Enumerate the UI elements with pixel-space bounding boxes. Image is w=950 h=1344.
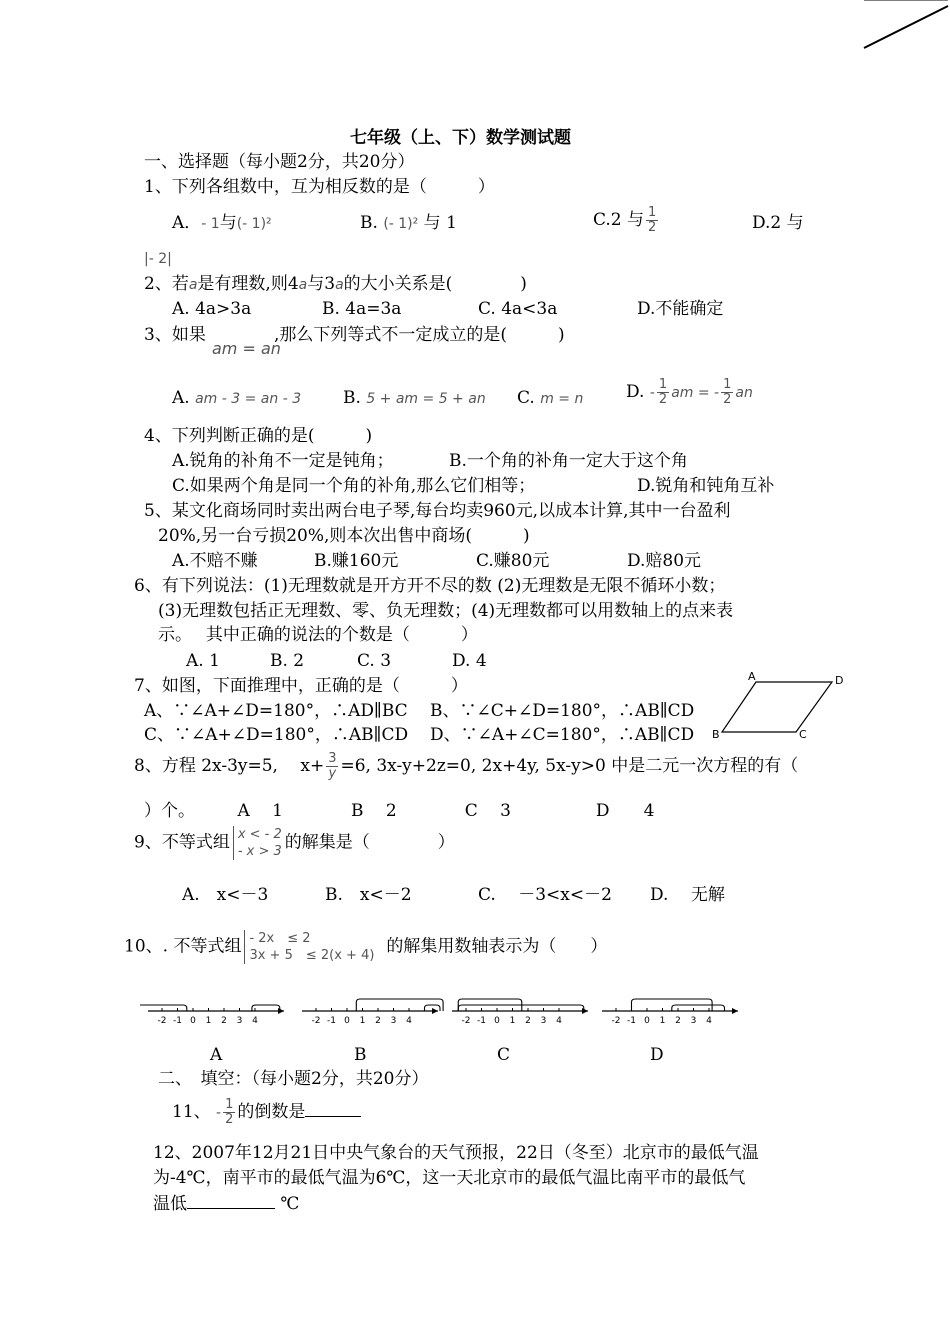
number-line-tick-label: 3 — [236, 1016, 243, 1026]
q12-stem-line3: 温低 ℃ — [153, 1194, 300, 1214]
q3-stem-rest: ,那么下列等式不一定成立的是( ) — [274, 325, 565, 345]
q6-stem-line3: 示。 其中正确的说法的个数是（ ） — [158, 625, 478, 645]
q10-option-c[interactable]: C — [497, 1045, 511, 1065]
q12-stem-line1: 12、2007年12月21日中央气象台的天气预报，22日（冬至）北京市的最低气温 — [153, 1143, 759, 1163]
number-line-tick-label: 1 — [659, 1016, 666, 1026]
q9-system-brace: x < - 2 - x > 3 — [233, 826, 282, 860]
q2-option-b[interactable]: B. 4a=3a — [322, 299, 402, 319]
number-line-arrow — [432, 1008, 438, 1014]
number-line-tick-label: 4 — [556, 1016, 562, 1026]
section-2-heading: 二、 填空：（每小题2分，共20分） — [158, 1069, 429, 1089]
q5-option-b[interactable]: B.赚160元 — [314, 551, 399, 571]
number-line-tick-label: -1 — [477, 1016, 486, 1026]
number-line-tick-label: -1 — [327, 1016, 336, 1026]
q1-wrap-math: |- 2| — [144, 251, 172, 267]
number-line-tick-label: 3 — [540, 1016, 547, 1026]
q1-c-text: C.2 与 — [593, 210, 645, 230]
q9-option-d[interactable]: D. 无解 — [650, 885, 725, 905]
number-line-tick-label: 1 — [359, 1016, 366, 1026]
number-line-tick-label: 2 — [375, 1016, 381, 1026]
q7-fig-label-a: A — [748, 670, 756, 683]
q11-answer-blank[interactable] — [305, 1100, 361, 1117]
q6-option-a[interactable]: A. 1 — [186, 651, 220, 671]
q1-option-a[interactable] — [172, 212, 272, 235]
q7-option-b[interactable]: B、∵∠C+∠D=180°，∴AB∥CD — [430, 701, 695, 721]
q12-answer-blank[interactable] — [187, 1192, 275, 1209]
q1-c-fraction: $\frac{1}{2}$ — [648, 205, 657, 235]
q1-b-text: 与 1 — [423, 213, 457, 233]
q7-stem: 7、如图，下面推理中，正确的是（ ） — [134, 676, 468, 696]
q4-option-c[interactable]: C.如果两个角是同一个角的补角,那么它们相等； — [172, 476, 536, 496]
number-line-solution-arc — [252, 1005, 280, 1011]
q2-stem: 2、若a是有理数,则4a与3a的大小关系是( ) — [144, 274, 527, 294]
q10-option-b[interactable]: B — [354, 1045, 367, 1065]
q12-stem-line2: 为-4℃，南平市的最低气温为6℃，这一天北京市的最低气温比南平市的最低气 — [153, 1168, 746, 1188]
number-line-tick-label: 4 — [252, 1016, 258, 1026]
q5-stem-line2: 20%,另一台亏损20%,则本次出售中商场( ) — [158, 526, 530, 546]
q5-stem-line1: 5、某文化商场同时卖出两台电子琴,每台均卖960元,以成本计算,其中一台盈利 — [144, 501, 731, 521]
q3-option-d[interactable]: D. - $\frac{1}{2}$ am = - $\frac{1}{2}$ an — [626, 377, 753, 407]
q2-option-c[interactable]: C. 4a<3a — [478, 299, 558, 319]
q6-stem-line1: 6、有下列说法：(1)无理数就是开方开不尽的数 (2)无理数是无限不循环小数； — [134, 576, 726, 596]
number-line-solution-arc — [672, 1005, 725, 1011]
q6-option-b[interactable]: B. 2 — [270, 651, 305, 671]
q4-option-b[interactable]: B.一个角的补角一定大于这个角 — [449, 451, 688, 471]
number-line-arrow — [582, 1008, 588, 1014]
number-line-solution-arc — [140, 1005, 187, 1011]
q10-number-line-figures — [140, 985, 750, 1029]
page-title: 七年级（上、下）数学测试题 — [350, 128, 571, 148]
number-line-tick-label: 3 — [390, 1016, 397, 1026]
q6-option-c[interactable]: C. 3 — [357, 651, 392, 671]
q3-option-c[interactable]: C. m = n — [517, 388, 584, 408]
q7-fig-label-b: B — [712, 728, 720, 741]
q8-stem: 8、方程 2x-3y=5, x+ $\frac{3}{y}$ =6, 3x-y+2z=0, 2x+4y, 5x-y>0 中是二元一次方程的有（ — [134, 751, 799, 781]
q4-option-d[interactable]: D.锐角和钝角互补 — [637, 476, 775, 496]
q9-option-b[interactable]: B. x<－2 — [325, 885, 412, 905]
q1-b-math: (- 1)² — [383, 216, 419, 232]
number-line-tick-label: 1 — [205, 1016, 212, 1026]
number-line-tick-label: 0 — [494, 1016, 500, 1026]
q2-option-a[interactable]: A. 4a>3a — [172, 299, 252, 319]
q10-system-brace: - 2x ≤ 2 3x + 5 ≤ 2(x + 4) — [244, 930, 374, 964]
q7-option-c[interactable]: C、∵∠A+∠D=180°，∴AB∥CD — [144, 725, 409, 745]
q2-option-d[interactable]: D.不能确定 — [637, 299, 724, 319]
number-line-tick-label: -2 — [461, 1016, 471, 1026]
number-line-tick-label: -2 — [311, 1016, 321, 1026]
number-line-tick-label: 2 — [221, 1016, 227, 1026]
number-line-solution-arc — [458, 1005, 584, 1011]
number-line-tick-label: 4 — [406, 1016, 412, 1026]
number-line-tick-label: -2 — [611, 1016, 621, 1026]
q7-fig-label-d: D — [835, 674, 844, 687]
number-line-arrow — [278, 1008, 284, 1014]
q1-a-math1: - 1 — [201, 216, 220, 232]
number-line-tick-label: 4 — [706, 1016, 712, 1026]
q4-option-a[interactable]: A.锐角的补角不一定是钝角； — [172, 451, 394, 471]
number-line-tick-label: 0 — [644, 1016, 650, 1026]
q1-a-mid: 与 — [219, 213, 237, 233]
q3-stem-math: am = an — [212, 339, 281, 358]
q10-option-d[interactable]: D — [650, 1045, 664, 1065]
q11-stem: 11、 - $\frac{1}{2}$ 的倒数是 — [172, 1098, 361, 1127]
number-line-tick-label: -1 — [627, 1016, 636, 1026]
q7-option-d[interactable]: D、∵∠A+∠C=180°，∴AB∥CD — [430, 725, 695, 745]
number-line-tick-label: 2 — [525, 1016, 531, 1026]
q5-option-a[interactable]: A.不赔不赚 — [172, 551, 258, 571]
q5-option-d[interactable]: D.赔80元 — [627, 551, 702, 571]
q6-stem-line2: (3)无理数包括正无理数、零、负无理数；(4)无理数都可以用数轴上的点来表 — [158, 601, 734, 621]
q7-fig-label-c: C — [799, 728, 807, 741]
number-line-tick-label: -1 — [173, 1016, 182, 1026]
number-line-tick-label: 1 — [509, 1016, 516, 1026]
q7-parallelogram-figure — [708, 666, 848, 746]
number-line-tick-label: 3 — [690, 1016, 697, 1026]
q10-option-a[interactable]: A — [210, 1045, 223, 1065]
q1-a-label: A． — [172, 213, 202, 233]
q1-a-math2: (- 1)² — [236, 216, 272, 232]
number-line-tick-label: -2 — [157, 1016, 167, 1026]
section-1-heading: 一、选择题（每小题2分，共20分） — [144, 152, 415, 172]
q1-option-b[interactable] — [360, 212, 457, 235]
q6-option-d[interactable]: D. 4 — [452, 651, 487, 671]
number-line-tick-label: 0 — [344, 1016, 350, 1026]
q1-stem: 1、下列各组数中，互为相反数的是（ ） — [144, 177, 495, 197]
q4-stem: 4、下列判断正确的是( ) — [144, 426, 373, 446]
q9-option-c[interactable]: C. －3<x<－2 — [478, 885, 612, 905]
q5-option-c[interactable]: C.赚80元 — [476, 551, 550, 571]
corner-line-decoration — [860, 0, 950, 52]
q1-option-d[interactable]: D.2 与 — [752, 213, 804, 233]
number-line-tick-label: 2 — [675, 1016, 681, 1026]
number-line-tick-label: 0 — [190, 1016, 196, 1026]
q1-option-c[interactable] — [593, 206, 660, 235]
q9-stem: 9、不等式组 x < - 2 - x > 3 的解集是（ ） — [134, 827, 455, 859]
q1-b-label: B. — [360, 213, 378, 233]
q10-stem: 10、. 不等式组 - 2x ≤ 2 3x + 5 ≤ 2(x + 4) 的解集用数轴表示为（ ） — [124, 931, 608, 963]
number-line-arrow — [732, 1008, 738, 1014]
q9-option-a[interactable]: A. x<－3 — [182, 885, 269, 905]
q8-options-line[interactable]: ）个。 A 1 B 2 C 3 D 4 — [144, 801, 655, 821]
q3-option-b[interactable]: B. 5 + am = 5 + an — [343, 388, 486, 408]
q3-option-a[interactable]: A. am - 3 = an - 3 — [172, 388, 302, 408]
q7-option-a[interactable]: A、∵∠A+∠D=180°，∴AD∥BC — [144, 701, 408, 721]
q3-stem: 3、如果 — [144, 325, 206, 345]
